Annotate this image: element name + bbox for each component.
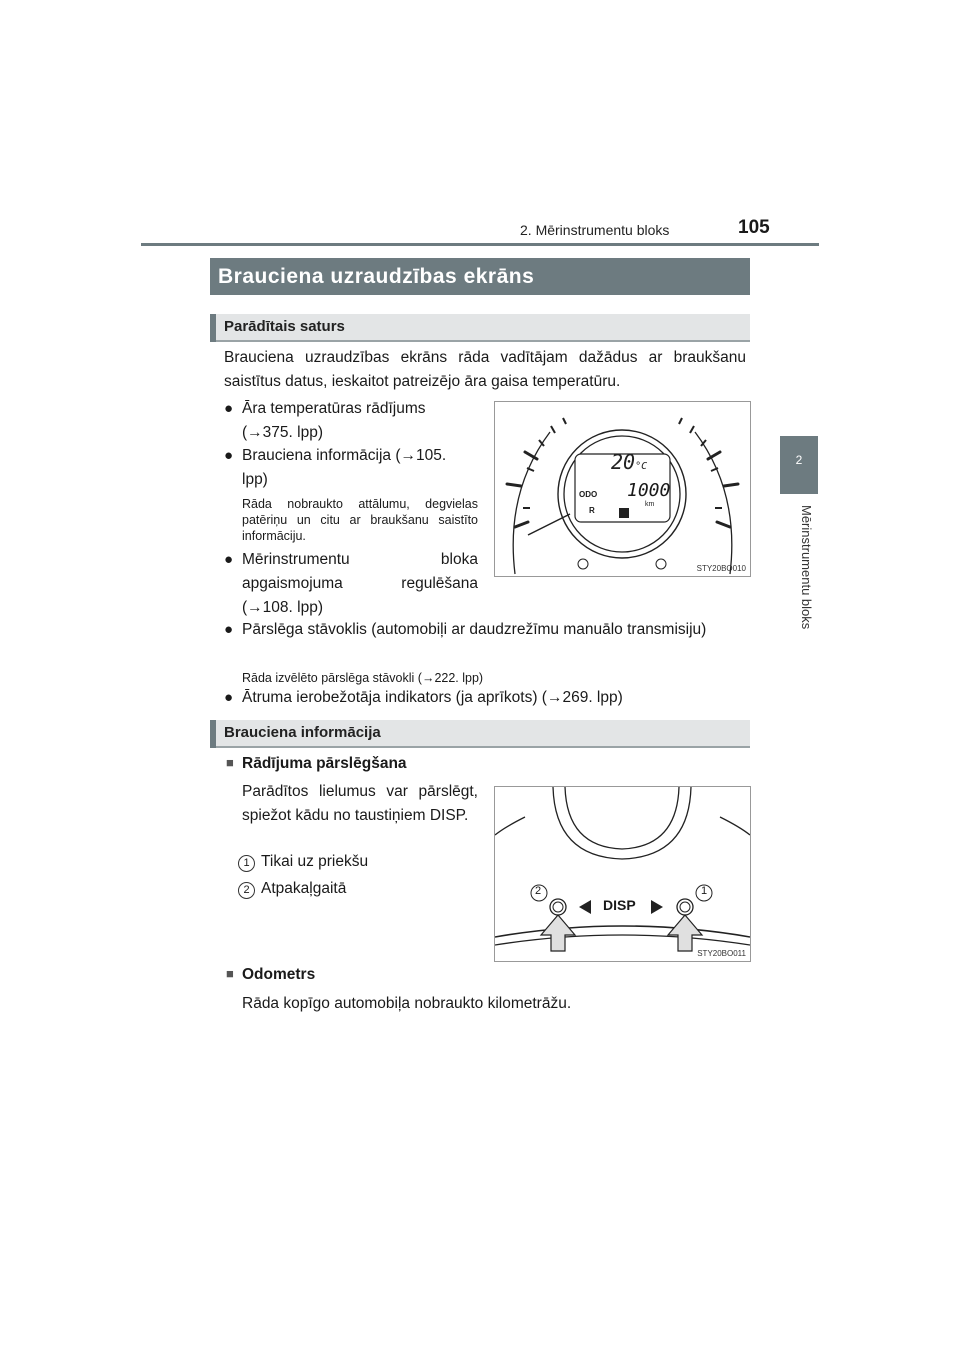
fuel-icon — [619, 508, 629, 518]
odo-value: 1000 — [627, 480, 671, 501]
bullet-speed-limiter: ● Ātruma ierobežotāja indikators (ja aprīkots) (→269. lpp) — [242, 686, 746, 710]
callout-1: 1 — [701, 885, 708, 897]
bullet-ref: (→108. lpp) — [242, 599, 323, 616]
intro-paragraph: Brauciena uzraudzības ekrāns rāda vadītājam dažādus ar braukšanu saistītus datus, ieskaitot patreizējo āra gaisa temperatūru. — [224, 349, 746, 390]
page-title: Brauciena uzraudzības ekrāns — [210, 258, 750, 295]
chapter-tab: 2 — [780, 436, 818, 494]
disp-button-label: DISP — [603, 897, 636, 913]
switch-paragraph: Parādītos lielumus var pārslēgt, spiežot kādu no taustiņiem DISP. — [242, 783, 478, 824]
header-rule — [141, 243, 819, 246]
bullet-text: ● Āra temperatūras rādījums — [242, 400, 426, 417]
odo-label: ODO — [579, 490, 598, 499]
step-text: Atpakaļgaitā — [261, 880, 347, 897]
step-number: 2 — [238, 882, 255, 899]
disp-buttons-figure — [494, 786, 751, 962]
figure-code: STY20BO010 — [696, 564, 746, 573]
running-header-section: 2. Mērinstrumentu bloks — [520, 222, 670, 238]
bullet-ref: (→375. lpp) — [242, 424, 323, 441]
figure-code: STY20BO011 — [697, 949, 746, 958]
bullet-text: ● Mērinstrumentu bloka — [242, 551, 478, 568]
step-item-1 — [238, 850, 368, 874]
temperature-value: 20 — [611, 450, 636, 474]
odometer-paragraph: Rāda kopīgo automobiļa nobraukto kilometrāžu. — [242, 995, 572, 1012]
section-heading-trip: Brauciena informācija — [210, 720, 750, 748]
bullet-ref: lpp) — [242, 471, 268, 488]
bullet-shift-position: ● Pārslēga stāvoklis (automobiļi ar daudzrežīmu manuālo transmisiju) — [242, 618, 746, 642]
bullet-trip-info — [242, 444, 478, 492]
subheading-display-switch: ■ Rādījuma pārslēgšana — [242, 755, 407, 773]
page-number: 105 — [738, 217, 770, 238]
step-item-2 — [238, 877, 346, 901]
callout-2: 2 — [535, 885, 542, 897]
odo-unit: km — [645, 501, 655, 508]
disp-illustration — [495, 787, 750, 961]
temperature-unit: °C — [635, 461, 648, 472]
subheading-odometer: ■ Odometrs — [242, 966, 315, 984]
step-text: Tikai uz priekšu — [261, 853, 369, 870]
instrument-cluster-figure — [494, 401, 751, 577]
bullet-shift-note: Rāda izvēlēto pārslēga stāvokli (→222. lpp) — [242, 671, 484, 685]
bullet-text: apgaismojuma regulēšana — [242, 575, 478, 592]
section-heading-displayed: Parādītais saturs — [210, 314, 750, 342]
gear-indicator: R — [589, 506, 595, 515]
step-number: 1 — [238, 855, 255, 872]
bullet-outside-temp — [242, 397, 478, 445]
chapter-tab-label: Mērinstrumentu bloks — [799, 505, 814, 630]
bullet-text: ● Brauciena informācija (→105. — [242, 447, 447, 464]
bullet-trip-note: Rāda nobraukto attālumu, degvielas patēriņu un citu ar braukšanu saistīto informāciju. — [242, 497, 478, 543]
cluster-illustration — [495, 402, 750, 576]
temperature-readout — [611, 450, 647, 474]
bullet-light-adjust — [242, 548, 478, 620]
